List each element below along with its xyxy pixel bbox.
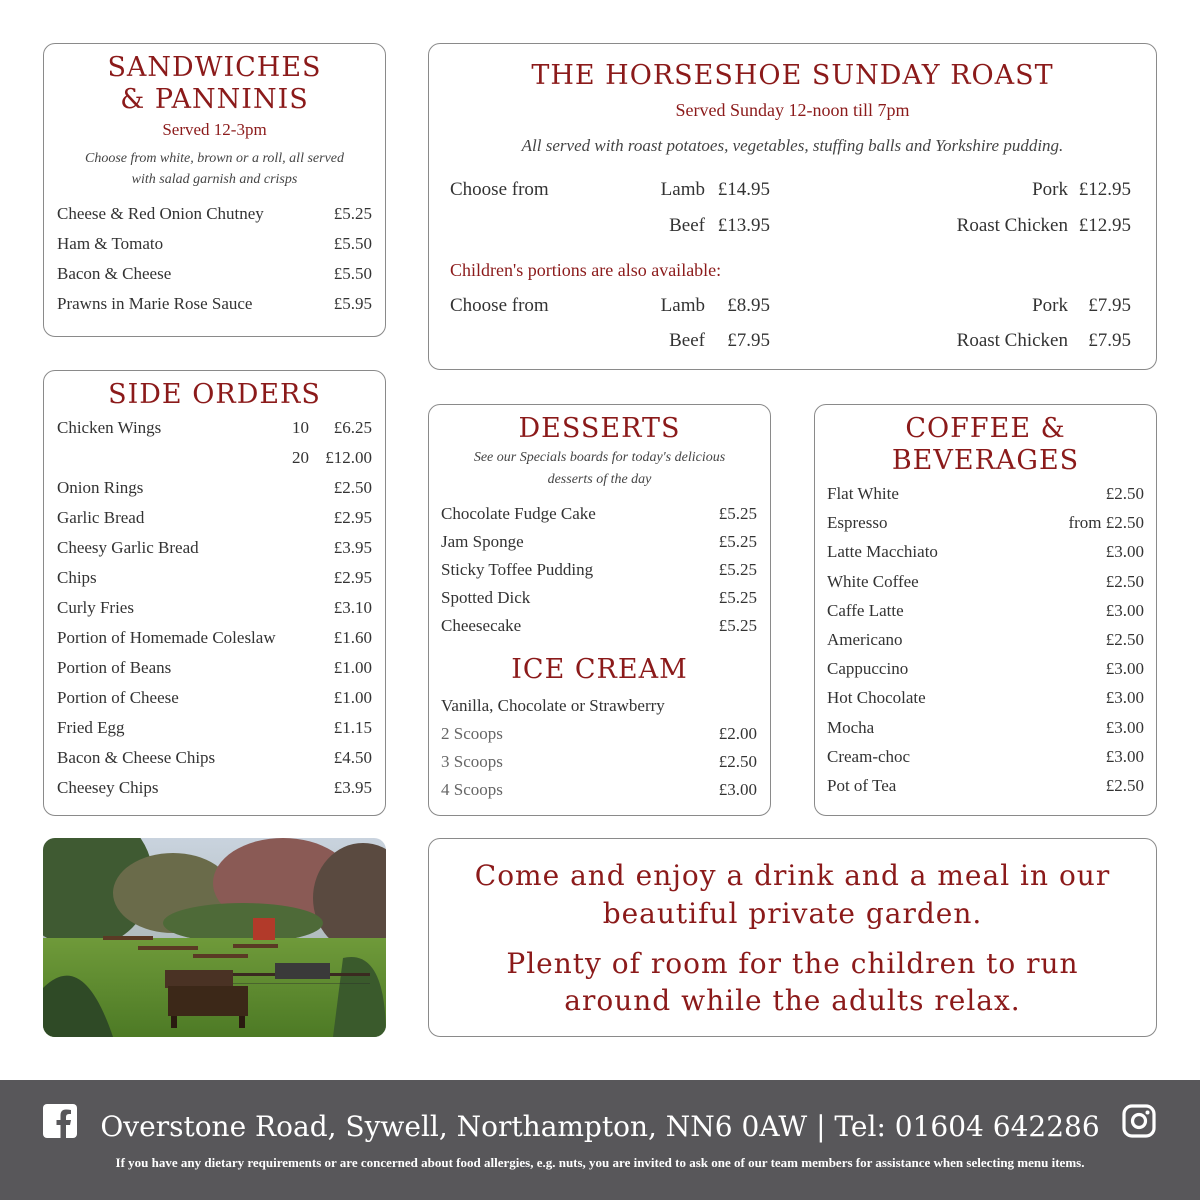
- roast-item-price: £8.95: [727, 295, 770, 316]
- list-item: Portion of Homemade Coleslaw £1.60: [57, 628, 372, 647]
- list-item: Americano £2.50: [827, 629, 1144, 649]
- coffee-panel: [814, 404, 1157, 816]
- roast-note: All served with roast potatoes, vegetables, stuffing balls and Yorkshire pudding.: [521, 135, 1064, 155]
- desserts-title: DESSERTS: [518, 413, 681, 444]
- list-item: Jam Sponge £5.25: [441, 532, 757, 551]
- list-item: Cappuccino £3.00: [827, 659, 1144, 679]
- list-item: Pot of Tea £2.50: [827, 775, 1144, 795]
- list-item: Chicken Wings 10 £6.25: [57, 418, 372, 437]
- list-item: Prawns in Marie Rose Sauce £5.95: [57, 294, 372, 313]
- roast-served: Served Sunday 12-noon till 7pm: [675, 99, 910, 120]
- list-item: 3 Scoops £2.50: [441, 752, 757, 771]
- roast-item-price: £7.95: [1088, 295, 1131, 316]
- list-item: Curly Fries £3.10: [57, 598, 372, 617]
- list-item: Portion of Cheese £1.00: [57, 688, 372, 707]
- list-item: Cheesy Garlic Bread £3.95: [57, 538, 372, 557]
- desserts-list: [441, 504, 757, 644]
- list-item: Spotted Dick £5.25: [441, 588, 757, 607]
- list-item: Cheesey Chips £3.95: [57, 778, 372, 797]
- sandwiches-title: SANDWICHES & PANNINIS: [107, 52, 322, 115]
- list-item: Garlic Bread £2.95: [57, 508, 372, 527]
- roast-item-price: £12.95: [1078, 179, 1131, 200]
- list-item: Mocha £3.00: [827, 717, 1144, 737]
- list-item: 20 £12.00: [292, 448, 372, 467]
- list-item: Sticky Toffee Pudding £5.25: [441, 560, 757, 579]
- instagram-icon[interactable]: [1121, 1103, 1157, 1139]
- list-item: Cream-choc £3.00: [827, 746, 1144, 766]
- sandwiches-list: [57, 204, 372, 324]
- sandwiches-served: Served 12-3pm: [162, 119, 267, 139]
- roast-item-name: Pork: [1032, 179, 1068, 200]
- list-item: Cheesecake £5.25: [441, 616, 757, 635]
- sandwiches-panel: [43, 43, 386, 337]
- roast-item-price: £7.95: [1088, 330, 1131, 351]
- coffee-title: COFFEE & BEVERAGES: [891, 413, 1080, 476]
- roast-item-name: Lamb: [660, 179, 705, 200]
- list-item: 2 Scoops £2.00: [441, 724, 757, 743]
- roast-item-price: £13.95: [717, 215, 770, 236]
- garden-message-1: Come and enjoy a drink and a meal in our beautiful private garden.: [474, 859, 1111, 930]
- roast-item-name: Pork: [1032, 295, 1068, 316]
- list-item: Portion of Beans £1.00: [57, 658, 372, 677]
- roast-choose-label: Choose from: [450, 295, 549, 316]
- ice-cream-title: ICE CREAM: [511, 654, 688, 685]
- list-item: Cheese & Red Onion Chutney £5.25: [57, 204, 372, 223]
- garden-photo-illustration: [43, 838, 386, 1037]
- desserts-note: See our Specials boards for today's delicious desserts of the day: [473, 449, 726, 487]
- children-portions-heading: Children's portions are also available:: [450, 260, 722, 280]
- coffee-list: [827, 484, 1144, 805]
- sunday-roast-panel: [428, 43, 1157, 370]
- side-orders-title: SIDE ORDERS: [108, 379, 321, 410]
- roast-item-price: £14.95: [717, 179, 770, 200]
- list-item: White Coffee £2.50: [827, 571, 1144, 591]
- list-item: Chips £2.95: [57, 568, 372, 587]
- footer-address: Overstone Road, Sywell, Northampton, NN6 0AW | Tel: 01604 642286: [100, 1110, 1100, 1143]
- ice-cream-flavours: Vanilla, Chocolate or Strawberry: [441, 696, 665, 715]
- roast-item-name: Beef: [669, 215, 705, 236]
- list-item: Flat White £2.50: [827, 484, 1144, 503]
- footer-disclaimer: If you have any dietary requirements or are concerned about food allergies, e.g. nuts, you are invited to ask one of our team members for assistance when selecting menu items.: [115, 1155, 1085, 1170]
- list-item: Bacon & Cheese Chips £4.50: [57, 748, 372, 767]
- garden-photo: [43, 838, 386, 1037]
- list-item: Latte Macchiato £3.00: [827, 542, 1144, 562]
- sandwiches-note: Choose from white, brown or a roll, all served with salad garnish and crisps: [85, 150, 344, 188]
- roast-title: THE HORSESHOE SUNDAY ROAST: [531, 60, 1054, 91]
- list-item: Fried Egg £1.15: [57, 718, 372, 737]
- roast-item-price: £12.95: [1078, 215, 1131, 236]
- roast-item-name: Roast Chicken: [956, 330, 1068, 351]
- roast-item-name: Lamb: [660, 295, 705, 316]
- ice-cream-list: [441, 696, 757, 808]
- footer: [0, 1080, 1200, 1200]
- list-item: Espresso from £2.50: [827, 513, 1144, 533]
- roast-item-name: Beef: [669, 330, 705, 351]
- list-item: Hot Chocolate £3.00: [827, 688, 1144, 708]
- list-item: 4 Scoops £3.00: [441, 780, 757, 799]
- list-item: Caffe Latte £3.00: [827, 600, 1144, 620]
- list-item: Bacon & Cheese £5.50: [57, 264, 372, 283]
- list-item: Onion Rings £2.50: [57, 478, 372, 497]
- side-orders-panel: [43, 370, 386, 816]
- roast-item-price: £7.95: [727, 330, 770, 351]
- list-item: Chocolate Fudge Cake £5.25: [441, 504, 757, 523]
- list-item: Ham & Tomato £5.50: [57, 234, 372, 253]
- roast-item-name: Roast Chicken: [956, 215, 1068, 236]
- garden-message-2: Plenty of room for the children to run around while the adults relax.: [506, 946, 1079, 1018]
- garden-message-panel: [428, 838, 1157, 1037]
- roast-choose-label: Choose from: [450, 179, 549, 200]
- desserts-panel: [428, 404, 771, 816]
- side-orders-list: [57, 418, 372, 808]
